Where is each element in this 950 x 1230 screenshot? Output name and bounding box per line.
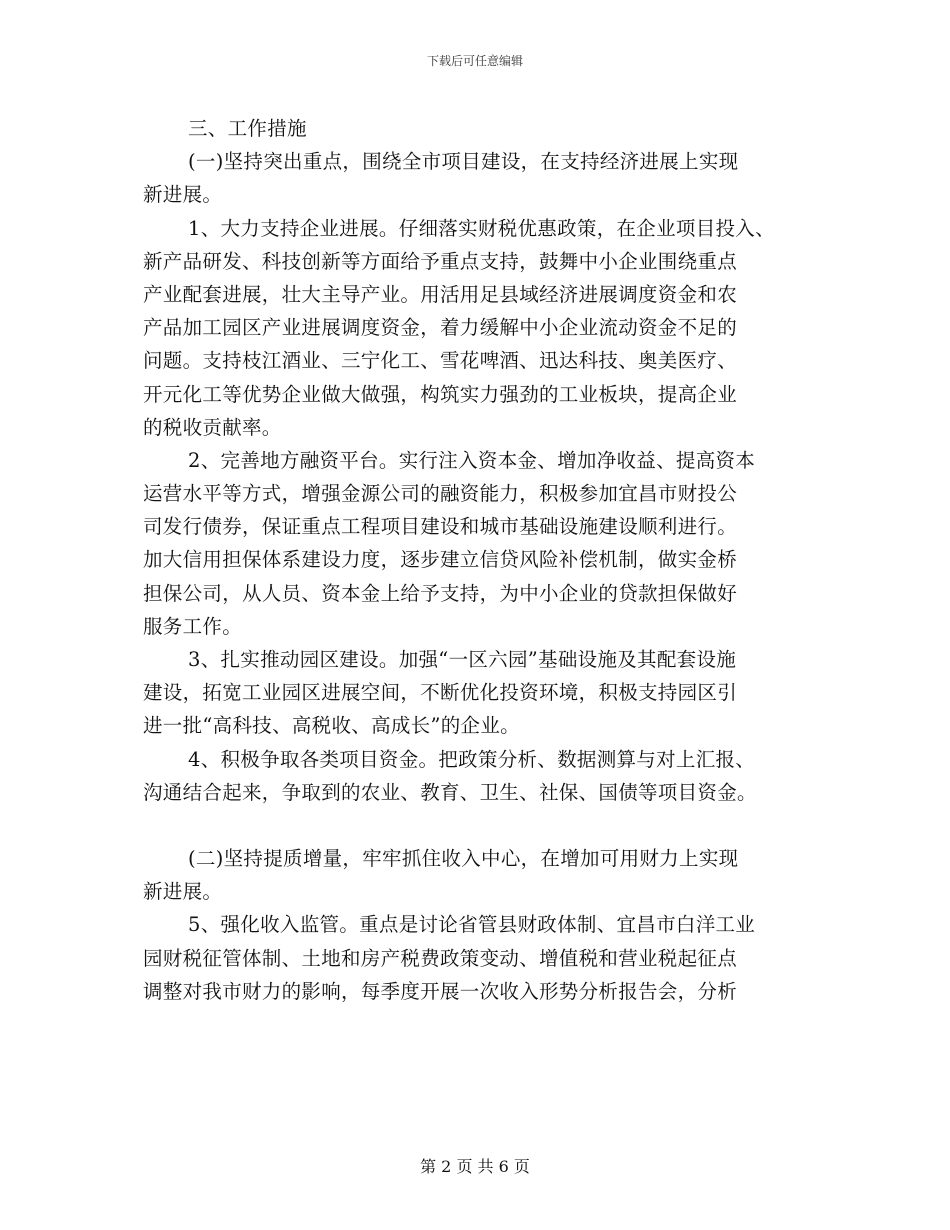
item2-line-4: 加大信用担保体系建设力度，逐步建立信贷风险补偿机制，做实金桥 — [143, 548, 738, 572]
item3-line-1: 3、扎实推动园区建设。加强“一区六园”基础设施及其配套设施 — [188, 648, 737, 671]
part2-line-2: 新进展。 — [143, 880, 223, 904]
part1-line-1: (一)坚持突出重点，围绕全市项目建设，在支持经济进展上实现 — [188, 150, 739, 174]
part2-line-1: (二)坚持提质增量，牢牢抓住收入中心，在增加可用财力上实现 — [188, 846, 739, 870]
section-heading: 三、工作措施 — [188, 117, 307, 140]
item1-line-3: 产业配套进展，壮大主导产业。用活用足县域经济进展调度资金和农 — [143, 282, 738, 306]
item1-line-5: 问题。支持枝江酒业、三宁化工、雪花啤酒、迅达科技、奥美医疗、 — [143, 349, 738, 373]
item2-line-3: 司发行债券，保证重点工程项目建设和城市基础设施建设顺利进行。 — [143, 515, 738, 539]
item1-line-2: 新产品研发、科技创新等方面给予重点支持，鼓舞中小企业围绕重点 — [143, 249, 738, 273]
item3-line-3: 进一批“高科技、高税收、高成长”的企业。 — [143, 714, 520, 738]
item1-line-7: 的税收贡献率。 — [143, 415, 282, 439]
item5-line-3: 调整对我市财力的影响，每季度开展一次收入形势分析报告会，分析 — [143, 979, 738, 1003]
item2-line-2: 运营水平等方式，增强金源公司的融资能力，积极参加宜昌市财投公 — [143, 482, 738, 506]
document-body — [143, 112, 823, 1008]
item2-line-1: 2、完善地方融资平台。实行注入资本金、增加净收益、提高资本 — [188, 448, 756, 472]
item4-line-2: 沟通结合起来，争取到的农业、教育、卫生、社保、国债等项目资金。 — [143, 780, 757, 804]
page-header-note: 下载后可任意编辑 — [426, 54, 523, 68]
item5-line-2: 园财税征管体制、土地和房产税费政策变动、增值税和营业税起征点 — [143, 946, 738, 970]
item1-line-1: 1、大力支持企业进展。仔细落实财税优惠政策，在企业项目投入、 — [188, 216, 775, 240]
paragraph-spacer — [143, 809, 823, 842]
item3-line-2: 建设，拓宽工业园区进展空间，不断优化投资环境，积极支持园区引 — [143, 681, 738, 705]
item4-line-1: 4、积极争取各类项目资金。把政策分析、数据测算与对上汇报、 — [188, 747, 756, 771]
item1-line-6: 开元化工等优势企业做大做强，构筑实力强劲的工业板块，提高企业 — [143, 382, 738, 406]
item5-line-1: 5、强化收入监管。重点是讨论省管县财政体制、宜昌市白洋工业 — [188, 913, 756, 937]
item1-line-4: 产品加工园区产业进展调度资金，着力缓解中小企业流动资金不足的 — [143, 316, 738, 340]
item2-line-6: 服务工作。 — [143, 614, 243, 638]
part1-line-2: 新进展。 — [143, 183, 223, 207]
page-number: 第 2 页 共 6 页 — [420, 1157, 530, 1176]
item2-line-5: 担保公司，从人员、资本金上给予支持，为中小企业的贷款担保做好 — [143, 581, 738, 605]
